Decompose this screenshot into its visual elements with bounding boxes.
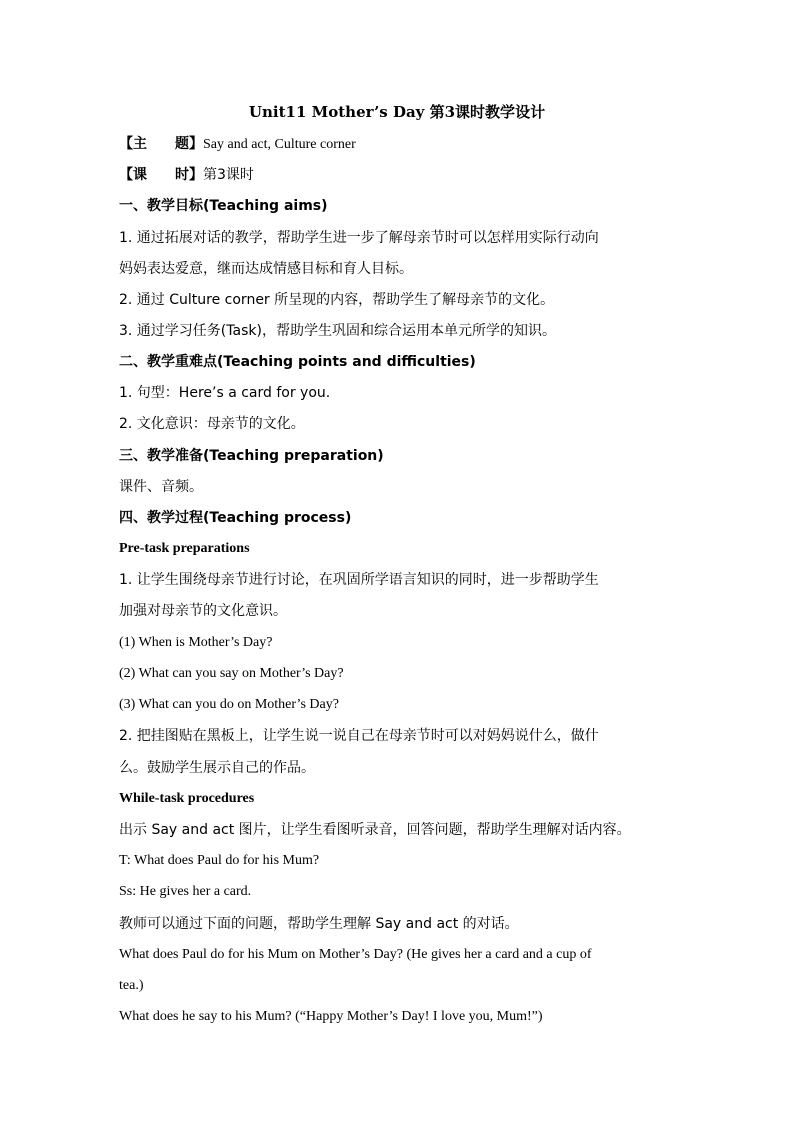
question-4-line1: What does Paul do for his Mum on Mother’s Day? (He gives her a card and a cup of	[119, 947, 592, 962]
pre-task-heading: Pre-task preparations	[119, 541, 250, 556]
section1-item2: 2. 通过 Culture corner 所呈现的内容，帮助学生了解母亲节的文化。	[119, 292, 555, 308]
pre-task-item2-line2: 么。鼓励学生展示自己的作品。	[119, 760, 315, 776]
section3-heading: 三、教学准备(Teaching preparation)	[119, 448, 384, 464]
section4-heading: 四、教学过程(Teaching process)	[119, 510, 352, 526]
topic-label: 【主 题】	[119, 136, 203, 152]
question-5: What does he say to his Mum? (“Happy Mother’s Day! I love you, Mum!”)	[119, 1009, 543, 1024]
section1-item1-line2: 妈妈表达爱意，继而达成情感目标和育人目标。	[119, 261, 413, 277]
section2-heading: 二、教学重难点(Teaching points and difficulties)	[119, 354, 476, 370]
section1-item1-line1: 1. 通过拓展对话的教学，帮助学生进一步了解母亲节时可以怎样用实际行动向	[119, 230, 599, 246]
period-line	[119, 164, 254, 186]
question-4-line2: tea.)	[119, 978, 144, 993]
period-label: 【课 时】	[119, 167, 203, 183]
pre-task-item1-line1: 1. 让学生围绕母亲节进行讨论，在巩固所学语言知识的同时，进一步帮助学生	[119, 572, 599, 588]
while-task-item2: 教师可以通过下面的问题，帮助学生理解 Say and act 的对话。	[119, 916, 519, 932]
pre-task-item2-line1: 2. 把挂图贴在黑板上，让学生说一说自己在母亲节时可以对妈妈说什么，做什	[119, 728, 599, 744]
section1-item3: 3. 通过学习任务(Task)，帮助学生巩固和综合运用本单元所学的知识。	[119, 323, 556, 339]
topic-value: Say and act, Culture corner	[203, 137, 356, 152]
question-2: (2) What can you say on Mother’s Day?	[119, 666, 344, 681]
pre-task-item1-line2: 加强对母亲节的文化意识。	[119, 603, 287, 619]
section2-item2: 2. 文化意识：母亲节的文化。	[119, 416, 305, 432]
question-3: (3) What can you do on Mother’s Day?	[119, 697, 339, 712]
period-value: 第3课时	[203, 167, 254, 183]
while-task-item1: 出示 Say and act 图片，让学生看图听录音，回答问题，帮助学生理解对话内容。	[119, 822, 631, 838]
section1-heading: 一、教学目标(Teaching aims)	[119, 198, 328, 214]
while-task-heading: While-task procedures	[119, 791, 255, 806]
section2-item1: 1. 句型：Here’s a card for you.	[119, 385, 331, 401]
topic-line	[119, 133, 356, 156]
document-title: Unit11 Mother’s Day 第3课时教学设计	[248, 103, 546, 121]
dialog-students: Ss: He gives her a card.	[119, 884, 252, 899]
section3-content: 课件、音频。	[119, 479, 203, 495]
dialog-teacher: T: What does Paul do for his Mum?	[119, 853, 320, 868]
question-1: (1) When is Mother’s Day?	[119, 635, 273, 650]
